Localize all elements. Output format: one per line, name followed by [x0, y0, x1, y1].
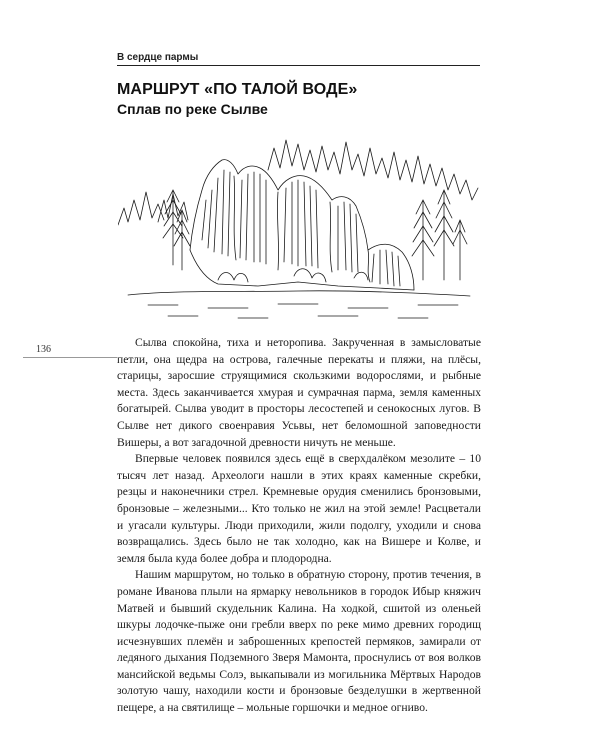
body-text [117, 335, 481, 717]
paragraph-2: Впервые человек появился здесь ещё в сверхдалёком мезолите – 10 тысяч лет назад. Археологи нашли в этих краях каменные скребки, резцы и наконечники стрел. Кремневые орудия сменились бронзовыми, бронзовые – железными... Кто только не жил на этой земле! Расцветали и угасали культуры. Люди приходили, жили подолгу, уходили и снова возвращались. Здесь было не так холодно, как на Вишере и Колве, и земля была куда более добра и плодородна. [117, 452, 481, 565]
chapter-title: МАРШРУТ «ПО ТАЛОЙ ВОДЕ» [117, 81, 358, 98]
running-head: В сердце пармы [117, 52, 199, 63]
cliff-forest-illustration [118, 130, 480, 325]
page-number: 136 [36, 344, 51, 355]
header-rule [117, 65, 480, 66]
page-number-rule [23, 357, 117, 358]
paragraph-1: Сылва спокойна, тиха и неторопива. Закрученная в замысловатые петли, она щедра на острова, галечные перекаты и пляжи, на плёсы, старицы, заросшие струящимися скользкими водорослями, и рыбные места. Здесь заканчивается хмурая и сумрачная парма, земля каменных богатырей. Сылва уводит в просторы лесостепей и сенокосных лугов. В Сылве нет дикого своенравия Усьвы, нет беломошной заповедности Вишеры, а вот загадочной древности ничуть не меньше. [117, 336, 481, 449]
paragraph-3: Нашим маршрутом, но только в обратную сторону, против течения, в романе Иванова плыли на ярмарку невольников в городок Ибыр княжич Матвей и бывший скудельник Калина. На ходкой, сшитой из оленьей шкуры лодочке-пыже они гребли вверх по реке мимо древних городищ исчезнувших племён и заброшенных крепостей пермяков, замирали от ледяного дыхания Подземного Зверя Мамонта, проснулись от воя волков мансийской ведьмы Солэ, выкапывали из могильника Мёртвых Народов золотую чашу, находили кости и бронзовые безделушки в жертвенной пещере, а на святилище – мольные горшочки и медное огниво. [117, 568, 481, 715]
chapter-subtitle: Сплав по реке Сылве [117, 101, 268, 117]
